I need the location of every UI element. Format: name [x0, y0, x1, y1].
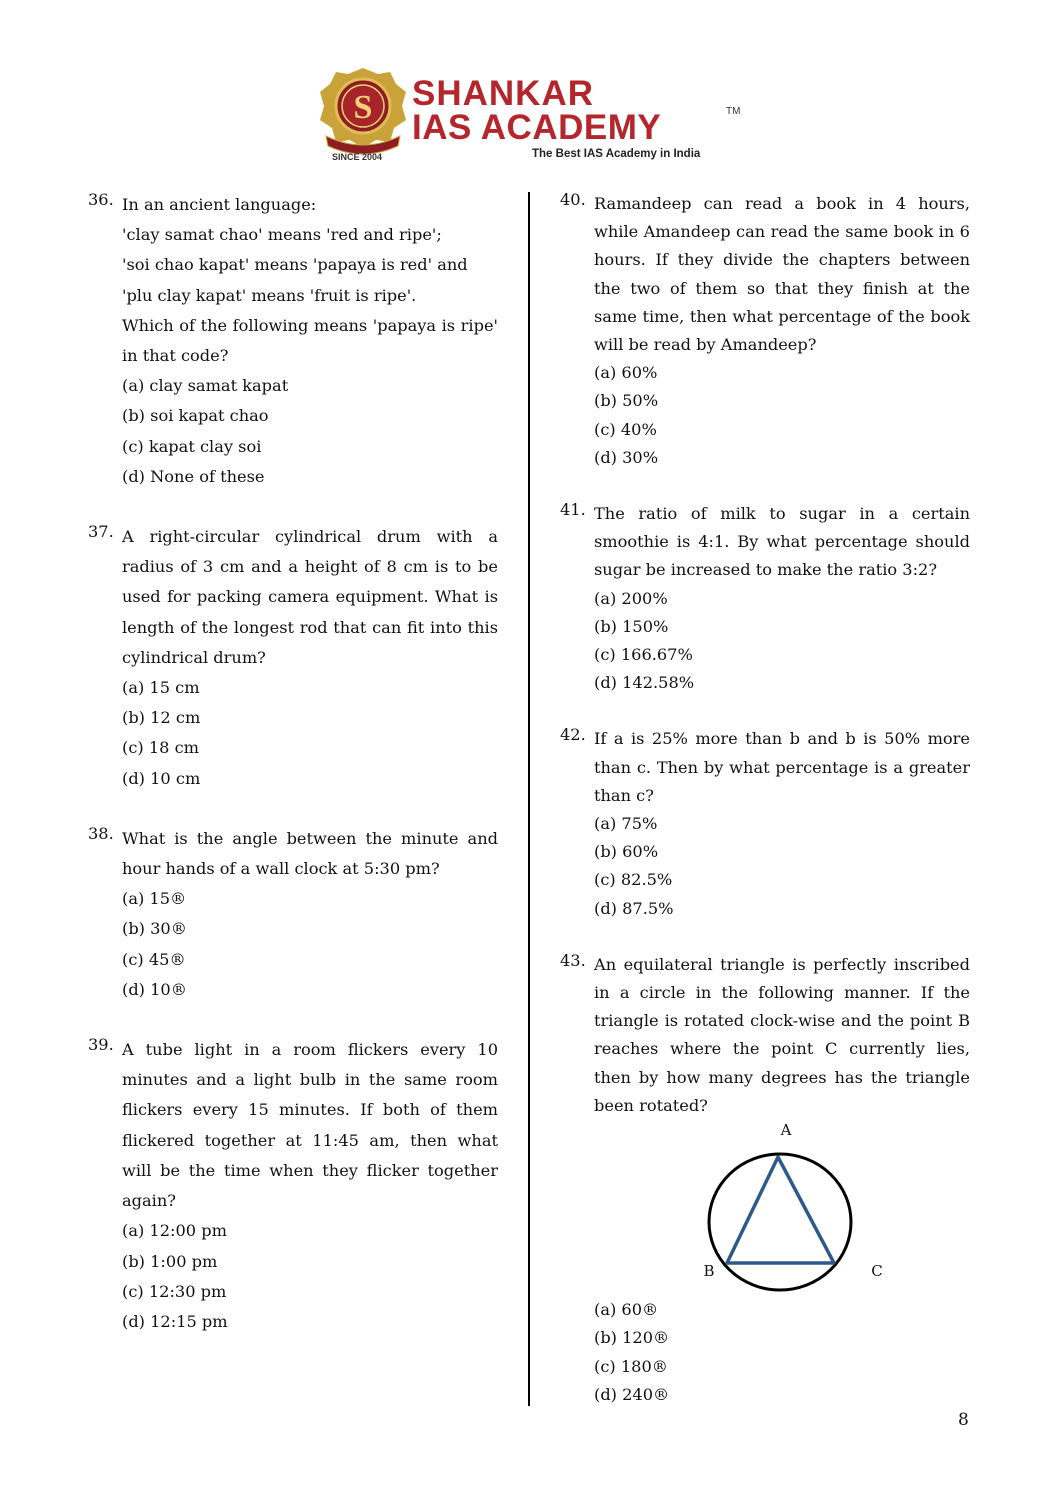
question-text: An equilateral triangle is perfectly inscribed in a circle in the following manner. If the triangle is rotated clock-wise and the point B reaches where the point C currently lies, then by how many degrees has the triangle been rotated? [594, 954, 970, 1115]
option-c: (c) 166.67% [594, 645, 693, 665]
option-d: (d) 240® [594, 1384, 670, 1404]
trademark-mark: TM [726, 106, 741, 117]
vertex-label-c: C [871, 1262, 883, 1281]
option-b: (b) 60% [594, 842, 659, 862]
circumscribed-circle [709, 1154, 851, 1290]
option-c: (c) 82.5% [594, 870, 673, 890]
question-37 [88, 522, 498, 794]
option-c: (c) 45® [122, 949, 186, 969]
option-d: (d) 12:15 pm [122, 1311, 228, 1331]
question-number: 41. [560, 500, 586, 520]
right-column [560, 190, 970, 1409]
question-number: 37. [88, 522, 114, 542]
question-number: 36. [88, 190, 114, 209]
question-43 [560, 951, 970, 1409]
option-a: (a) 75% [594, 814, 658, 834]
option-d: (d) 10® [122, 979, 187, 999]
question-line: 'plu clay kapat' means 'fruit is ripe'. [122, 285, 417, 305]
question-text: Ramandeep can read a book in 4 hours, while Amandeep can read the same book in 6 hours. If they divide the chapters between the two of them so that they finish at the same time, then what percentage of the book will be read by Amandeep? [594, 194, 970, 355]
option-b: (b) 30® [122, 919, 187, 939]
question-number: 39. [88, 1035, 114, 1055]
option-a: (a) clay samat kapat [122, 376, 289, 396]
equilateral-triangle [727, 1157, 834, 1263]
option-d: (d) 142.58% [594, 673, 695, 693]
option-c: (c) kapat clay soi [122, 436, 262, 456]
option-a: (a) 200% [594, 588, 668, 608]
option-b: (b) 120® [594, 1328, 670, 1348]
option-c: (c) 40% [594, 419, 657, 439]
option-b: (b) 1:00 pm [122, 1251, 218, 1271]
question-number: 40. [560, 190, 586, 209]
question-line: 'soi chao kapat' means 'papaya is red' and [122, 255, 468, 275]
vertex-label-b: B [703, 1262, 715, 1281]
option-c: (c) 180® [594, 1356, 668, 1376]
option-d: (d) 30% [594, 447, 659, 467]
question-number: 42. [560, 725, 586, 745]
option-b: (b) 12 cm [122, 708, 201, 728]
option-d: (d) None of these [122, 466, 265, 486]
question-text [122, 190, 498, 371]
option-a: (a) 15® [122, 889, 187, 909]
question-line: Which of the following means 'papaya is ripe' in that code? [122, 315, 498, 366]
question-line: In an ancient language: [122, 195, 317, 214]
question-text: The ratio of milk to sugar in a certain smoothie is 4:1. By what percentage should sugar be increased to make the ratio 3:2? [594, 504, 970, 580]
brand-tagline: The Best IAS Academy in India [532, 148, 701, 160]
left-column [88, 190, 498, 1337]
brand-name-line2: IAS ACADEMY [412, 108, 662, 147]
question-number: 38. [88, 823, 114, 843]
option-b: (b) soi kapat chao [122, 406, 269, 426]
option-c: (c) 12:30 pm [122, 1281, 227, 1301]
option-b: (b) 150% [594, 616, 669, 636]
question-40 [560, 190, 970, 472]
question-41 [560, 500, 970, 697]
option-a: (a) 12:00 pm [122, 1221, 227, 1241]
emblem-letter: S [353, 89, 373, 126]
question-42 [560, 725, 970, 922]
vertex-label-a: A [780, 1121, 792, 1140]
brand-name-line1: SHANKAR [412, 74, 594, 113]
option-c: (c) 18 cm [122, 738, 200, 758]
option-a: (a) 60® [594, 1300, 659, 1320]
option-b: (b) 50% [594, 391, 659, 411]
question-line: 'clay samat chao' means 'red and ripe'; [122, 225, 442, 245]
column-divider [528, 192, 530, 1406]
option-d: (d) 10 cm [122, 768, 201, 788]
academy-logo [318, 66, 748, 166]
since-label: SINCE 2004 [332, 152, 383, 162]
triangle-in-circle-figure [594, 1120, 970, 1296]
inscribed-triangle-diagram [594, 1120, 970, 1296]
academy-emblem-icon [318, 66, 408, 164]
page-number: 8 [958, 1410, 969, 1430]
question-38 [88, 824, 498, 1005]
option-d: (d) 87.5% [594, 898, 674, 918]
question-number: 43. [560, 950, 586, 970]
option-a: (a) 60% [594, 363, 658, 383]
question-text: What is the angle between the minute and hour hands of a wall clock at 5:30 pm? [122, 828, 498, 879]
option-a: (a) 15 cm [122, 678, 200, 698]
question-39 [88, 1035, 498, 1337]
question-text: A right-circular cylindrical drum with a radius of 3 cm and a height of 8 cm is to be used for packing camera equipment. What is length of the longest rod that can fit into this cylindrical drum? [122, 527, 498, 667]
question-36 [88, 190, 498, 492]
question-text: A tube light in a room flickers every 10 minutes and a light bulb in the same room flickers every 15 minutes. If both of them flickered together at 11:45 am, then what will be the time when they flicker together again? [122, 1040, 498, 1211]
question-text: If a is 25% more than b and b is 50% more than c. Then by what percentage is a greater than c? [594, 729, 970, 805]
